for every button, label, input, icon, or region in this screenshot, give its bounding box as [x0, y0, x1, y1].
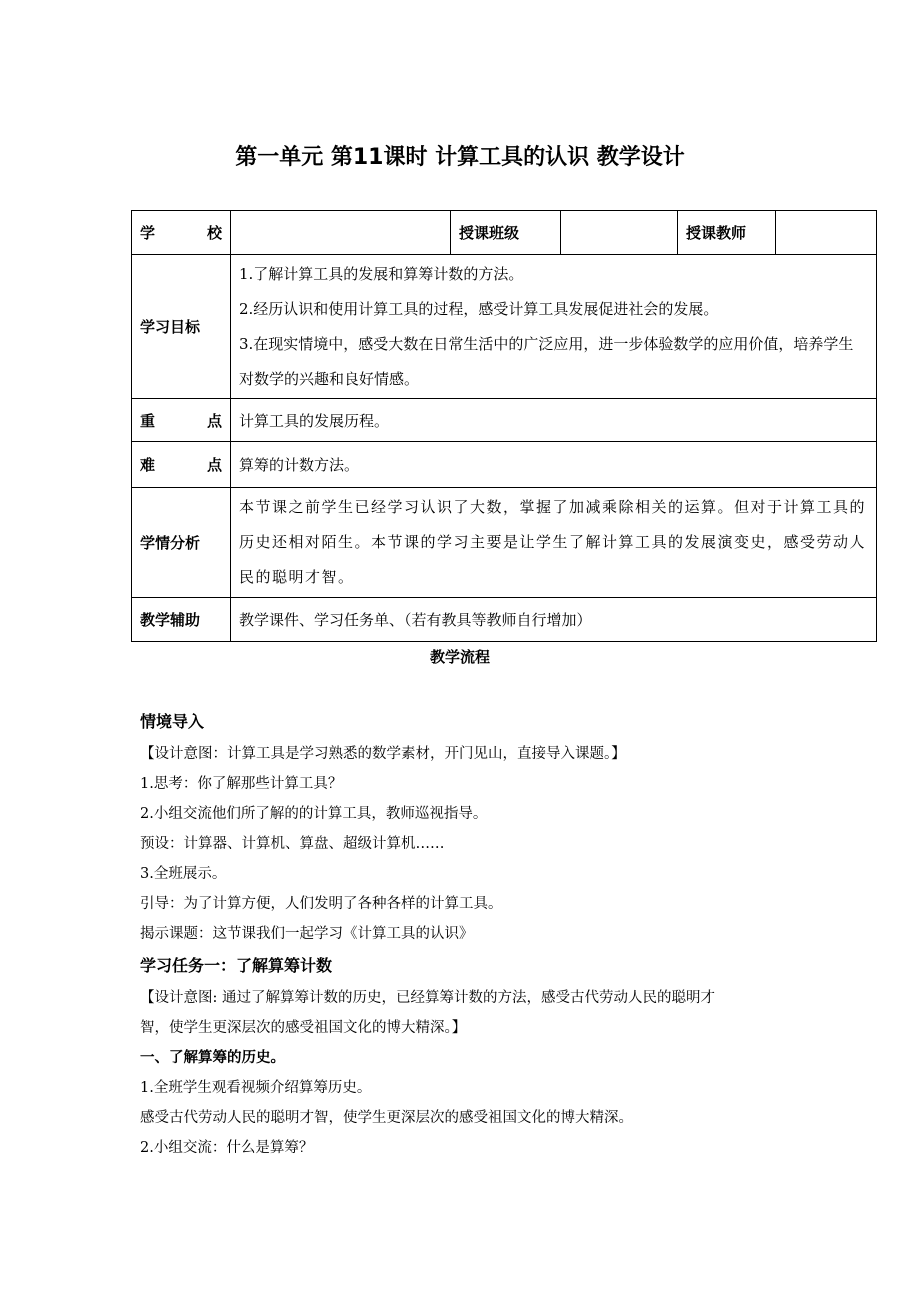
paragraph: 【设计意图：计算工具是学习熟悉的数学素材，开门见山，直接导入课题。】: [140, 746, 626, 762]
label-char: 难: [140, 456, 156, 474]
paragraph: 3.全班展示。: [140, 866, 227, 882]
goal-item: 3.在现实情境中，感受大数在日常生活中的广泛应用，进一步体验数学的应用价值，培养学生对数学的兴趣和良好情感。: [239, 334, 854, 388]
analysis-label: 学情分析: [132, 488, 231, 598]
table-row: [132, 211, 877, 255]
goal-item: 1.了解计算工具的发展和算筹计数的方法。: [239, 264, 524, 283]
flow-title: 教学流程: [429, 648, 490, 666]
difficulty-point: 算筹的计数方法。: [231, 442, 877, 488]
label-char: 点: [206, 411, 222, 430]
section-heading: 情境导入: [140, 712, 205, 731]
table-row: [132, 442, 877, 488]
label-char: 学: [140, 224, 156, 242]
paragraph: 1.思考：你了解那些计算工具？: [140, 776, 343, 792]
table-row: [132, 488, 877, 598]
paragraph: 预设：计算器、计算机、算盘、超级计算机……: [140, 836, 445, 852]
class-label: 授课班级: [451, 211, 561, 255]
aids-cell: 教学课件、学习任务单、（若有教具等教师自行增加）: [231, 598, 877, 642]
label-char: 点: [206, 456, 222, 474]
paragraph: 2.小组交流：什么是算筹？: [140, 1140, 314, 1156]
subheading: 一、了解算筹的历史。: [140, 1049, 285, 1066]
school-label: [132, 211, 231, 255]
teacher-value: [776, 211, 877, 255]
difficulty-label: [132, 442, 231, 488]
section-heading: 学习任务一：了解算筹计数: [140, 956, 333, 975]
analysis-cell: [231, 488, 877, 598]
table-row: [132, 255, 877, 399]
key-label: [132, 399, 231, 442]
class-value: [561, 211, 678, 255]
lesson-body: [140, 705, 800, 1163]
paragraph: 【设计意图: 通过了解算筹计数的历史，已经算筹计数的方法，感受古代劳动人民的聪明才: [140, 990, 715, 1006]
paragraph: 1.全班学生观看视频介绍算筹历史。: [140, 1080, 372, 1096]
key-point: 计算工具的发展历程。: [231, 399, 877, 442]
label-char: 重: [140, 411, 156, 430]
paragraph: 智，使学生更深层次的感受祖国文化的博大精深。】: [140, 1020, 467, 1036]
label-char: 校: [206, 224, 222, 242]
lesson-info-table: [131, 210, 877, 642]
goals-cell: [231, 255, 877, 399]
paragraph: 2.小组交流他们所了解的的计算工具，教师巡视指导。: [140, 806, 488, 822]
table-row: [132, 399, 877, 442]
table-row: [132, 598, 877, 642]
paragraph: 揭示课题：这节课我们一起学习《计算工具的认识》: [140, 926, 474, 942]
aids-label: 教学辅助: [132, 598, 231, 642]
teacher-label: 授课教师: [678, 211, 776, 255]
goals-label: 学习目标: [132, 255, 231, 399]
goal-item: 2.经历认识和使用计算工具的过程，感受计算工具发展促进社会的发展。: [239, 299, 719, 318]
document-title: 第一单元 第11课时 计算工具的认识 教学设计: [235, 145, 685, 170]
school-value: [231, 211, 451, 255]
paragraph: 引导：为了计算方便，人们发明了各种各样的计算工具。: [140, 896, 503, 912]
analysis-text: 本节课之前学生已经学习认识了大数，掌握了加减乘除相关的运算。但对于计算工具的历史还相对陌生。本节课的学习主要是让学生了解计算工具的发展演变史，感受劳动人民的聪明才智。: [239, 498, 867, 586]
paragraph: 感受古代劳动人民的聪明才智，使学生更深层次的感受祖国文化的博大精深。: [140, 1110, 633, 1126]
